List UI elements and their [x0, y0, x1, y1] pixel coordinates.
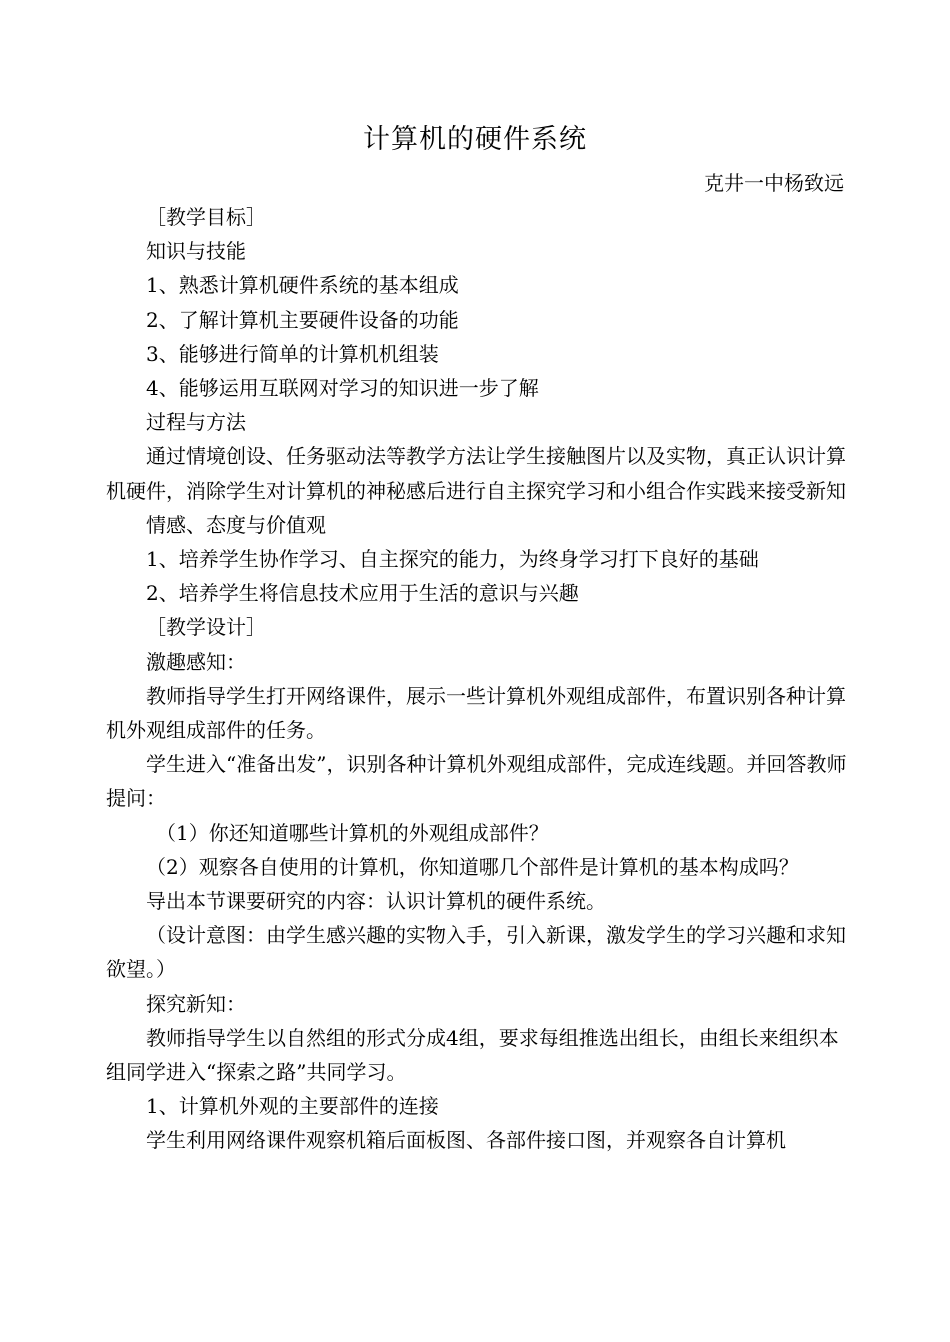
list-item: 1、计算机外观的主要部件的连接 [146, 1094, 439, 1119]
list-item: 2、培养学生将信息技术应用于生活的意识与兴趣 [146, 581, 579, 606]
document-author: 克井一中杨致远 [704, 171, 844, 195]
design-intent-note: （设计意图：由学生感兴趣的实物入手，引入新课，激发学生的学习兴趣和求知欲望。） [106, 923, 846, 982]
paragraph: 教师指导学生打开网络课件，展示一些计算机外观组成部件，布置识别各种计算机外观组成部件的任务。 [106, 683, 846, 743]
list-item: 3、能够进行简单的计算机机组装 [146, 341, 439, 366]
document-body [106, 200, 848, 1158]
section-heading-design: ［教学设计］ [146, 615, 266, 640]
document-title: 计算机的硬件系统 [363, 124, 587, 155]
paragraph: 导出本节课要研究的内容：认识计算机的硬件系统。 [146, 889, 606, 914]
list-item: 1、熟悉计算机硬件系统的基本组成 [146, 273, 459, 298]
section-heading-objectives: ［教学目标］ [146, 205, 266, 229]
subheading-explore: 探究新知： [146, 991, 246, 1016]
paragraph: 学生利用网络课件观察机箱后面板图、各部件接口图，并观察各自计算机 [146, 1128, 786, 1153]
paragraph: 通过情境创设、任务驱动法等教学方法让学生接触图片以及实物，真正认识计算机硬件，消除学生对计算机的神秘感后进行自主探究学习和小组合作实践来接受新知 [106, 444, 846, 503]
subheading-knowledge-skills: 知识与技能 [146, 239, 246, 264]
list-item: 2、了解计算机主要硬件设备的功能 [146, 307, 459, 332]
subheading-motivation: 激趣感知： [146, 649, 246, 674]
subheading-emotion-values: 情感、态度与价值观 [146, 512, 326, 537]
question-item: （2）观察各自使用的计算机，你知道哪几个部件是计算机的基本构成吗？ [146, 854, 799, 879]
list-item: 1、培养学生协作学习、自主探究的能力，为终身学习打下良好的基础 [146, 547, 759, 572]
question-item: （1）你还知道哪些计算机的外观组成部件？ [156, 820, 549, 845]
list-item: 4、能够运用互联网对学习的知识进一步了解 [146, 376, 539, 401]
paragraph: 教师指导学生以自然组的形式分成4组，要求每组推选出组长，由组长来组织本组同学进入“探索之路”共同学习。 [106, 1025, 839, 1085]
paragraph: 学生进入“准备出发”，识别各种计算机外观组成部件，完成连线题。并回答教师提问： [106, 752, 847, 811]
subheading-process-method: 过程与方法 [146, 410, 246, 435]
